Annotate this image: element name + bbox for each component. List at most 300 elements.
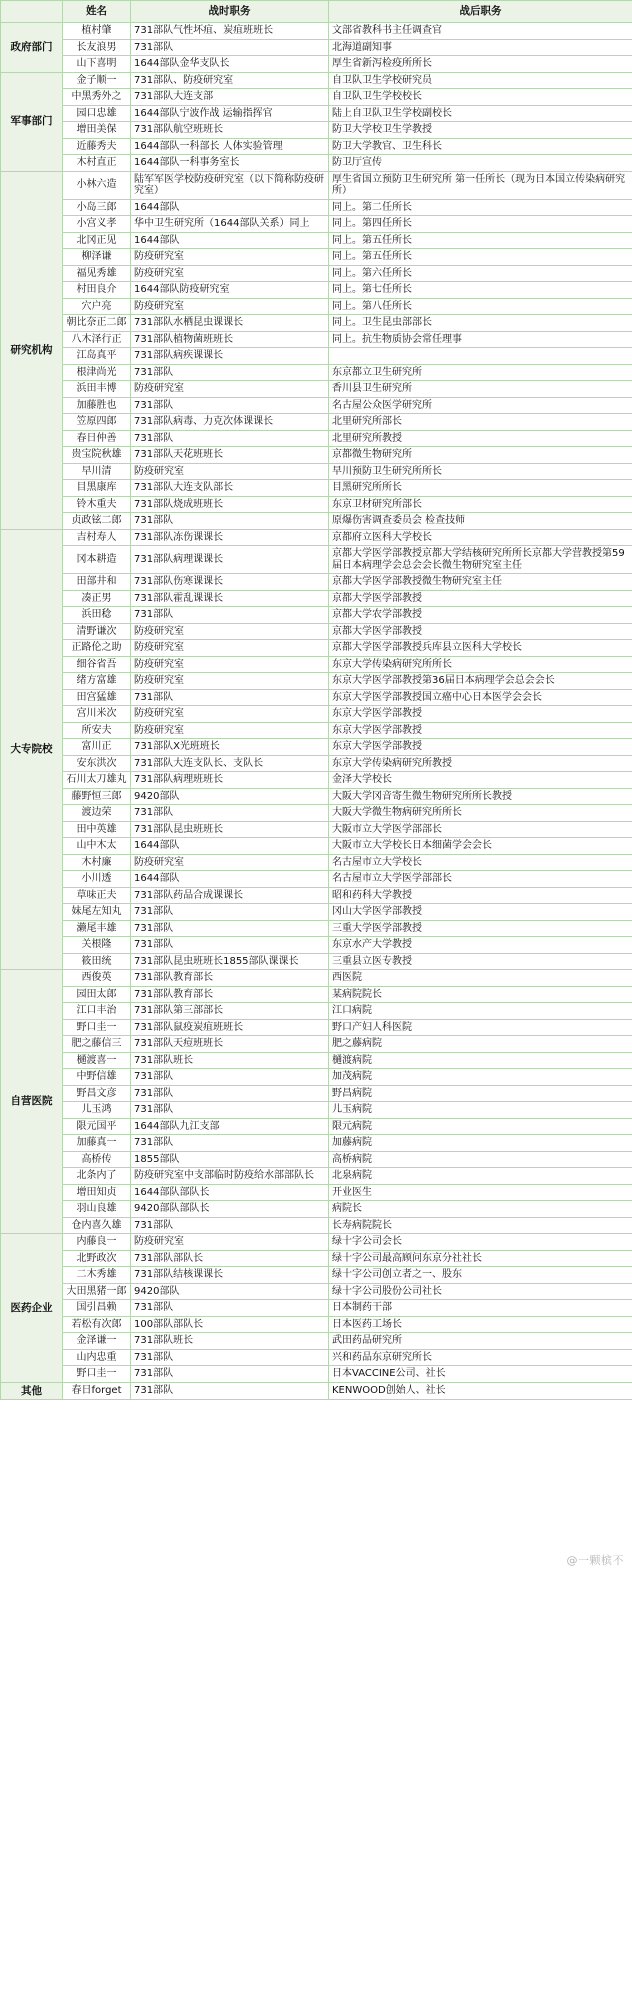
cell-name: 春日forget (63, 1382, 131, 1399)
category-cell: 医药企业 (1, 1234, 63, 1383)
table-row (1, 937, 632, 954)
table-row (1, 574, 632, 591)
table-row (1, 739, 632, 756)
cell-name: 妹尾左知丸 (63, 904, 131, 921)
cell-wartime-post: 9420部队 (131, 788, 329, 805)
cell-name: 北野政次 (63, 1250, 131, 1267)
cell-name: 限元国平 (63, 1118, 131, 1135)
cell-postwar-post: 同上。第四任所长 (329, 216, 632, 233)
cell-name: 木村廉 (63, 854, 131, 871)
cell-postwar-post: 东京大学医学部教授第36届日本病理学会总会会长 (329, 673, 632, 690)
table-row (1, 1102, 632, 1119)
table-row (1, 138, 632, 155)
category-cell: 政府部门 (1, 23, 63, 73)
cell-wartime-post: 1855部队 (131, 1151, 329, 1168)
cell-postwar-post: 京都大学农学部教授 (329, 607, 632, 624)
cell-wartime-post: 731部队 (131, 397, 329, 414)
table-row (1, 249, 632, 266)
table-row (1, 381, 632, 398)
cell-name: 绪方富雄 (63, 673, 131, 690)
cell-name: 福见秀雄 (63, 265, 131, 282)
cell-wartime-post: 731部队病理班班长 (131, 772, 329, 789)
table-row (1, 513, 632, 530)
cell-wartime-post: 731部队病理课课长 (131, 546, 329, 574)
cell-wartime-post: 防疫研究室 (131, 623, 329, 640)
cell-wartime-post: 防疫研究室 (131, 673, 329, 690)
cell-postwar-post: 早川预防卫生研究所所长 (329, 463, 632, 480)
table-row (1, 463, 632, 480)
cell-wartime-post: 防疫研究室 (131, 463, 329, 480)
cell-wartime-post: 731部队 (131, 920, 329, 937)
cell-postwar-post: 兴和药品东京研究所长 (329, 1349, 632, 1366)
cell-postwar-post: 京都大学医学部教授 (329, 623, 632, 640)
table-row (1, 1019, 632, 1036)
category-cell: 军事部门 (1, 72, 63, 171)
cell-name: 细谷省吾 (63, 656, 131, 673)
cell-wartime-post: 731部队天痘班班长 (131, 1036, 329, 1053)
cell-wartime-post: 1644部队金华支队长 (131, 56, 329, 73)
table-row (1, 1168, 632, 1185)
cell-postwar-post: 京都大学医学部教授 (329, 590, 632, 607)
cell-postwar-post: KENWOOD创始人、社长 (329, 1382, 632, 1399)
cell-name: 穴户亮 (63, 298, 131, 315)
cell-wartime-post: 100部队部队长 (131, 1316, 329, 1333)
cell-name: 安东洪次 (63, 755, 131, 772)
cell-postwar-post: 日本VACCINE公司、社长 (329, 1366, 632, 1383)
cell-wartime-post: 731部队X光班班长 (131, 739, 329, 756)
table-row (1, 529, 632, 546)
cell-wartime-post: 1644部队 (131, 199, 329, 216)
table-row (1, 331, 632, 348)
cell-name: 藤野恒三郎 (63, 788, 131, 805)
cell-name: 中野信雄 (63, 1069, 131, 1086)
cell-name: 小岛三郎 (63, 199, 131, 216)
cell-name: 野口圭一 (63, 1019, 131, 1036)
table-row (1, 689, 632, 706)
cell-name: 二木秀雄 (63, 1267, 131, 1284)
cell-name: 野昌文彦 (63, 1085, 131, 1102)
cell-wartime-post: 731部队结核课课长 (131, 1267, 329, 1284)
cell-postwar-post: 加藤病院 (329, 1135, 632, 1152)
cell-name: 近藤秀夫 (63, 138, 131, 155)
table-row (1, 986, 632, 1003)
cell-name: 加藤胜也 (63, 397, 131, 414)
table-row (1, 1118, 632, 1135)
table-row (1, 232, 632, 249)
table-row (1, 216, 632, 233)
cell-postwar-post: 东京大学传染病研究所教授 (329, 755, 632, 772)
cell-wartime-post: 731部队 (131, 430, 329, 447)
cell-postwar-post: 限元病院 (329, 1118, 632, 1135)
table-row (1, 1085, 632, 1102)
cell-postwar-post: 樋渡病院 (329, 1052, 632, 1069)
cell-postwar-post: 东京大学医学部教授国立癌中心日本医学会会长 (329, 689, 632, 706)
cell-name: 田宫猛雄 (63, 689, 131, 706)
table-row (1, 1003, 632, 1020)
category-cell: 其他 (1, 1382, 63, 1399)
cell-postwar-post: 防卫大学教官、卫生科长 (329, 138, 632, 155)
cell-postwar-post: 东京大学医学部教授 (329, 706, 632, 723)
table-row (1, 23, 632, 40)
cell-postwar-post: 同上。第八任所长 (329, 298, 632, 315)
cell-postwar-post: 高桥病院 (329, 1151, 632, 1168)
cell-wartime-post: 731部队教育部长 (131, 970, 329, 987)
cell-postwar-post: 绿十字公司最高顾问东京分社社长 (329, 1250, 632, 1267)
cell-name: 富川正 (63, 739, 131, 756)
cell-wartime-post: 731部队昆虫班班长 (131, 821, 329, 838)
cell-name: 目黑康库 (63, 480, 131, 497)
cell-name: 贵宝院秋雄 (63, 447, 131, 464)
table-row (1, 1217, 632, 1234)
cell-wartime-post: 731部队 (131, 607, 329, 624)
cell-wartime-post: 731部队班长 (131, 1052, 329, 1069)
table-row (1, 1201, 632, 1218)
cell-wartime-post: 防疫研究室 (131, 381, 329, 398)
table-row (1, 805, 632, 822)
cell-postwar-post: 加茂病院 (329, 1069, 632, 1086)
cell-wartime-post: 731部队 (131, 1217, 329, 1234)
table-row (1, 623, 632, 640)
cell-wartime-post: 华中卫生研究所（1644部队关系）同上 (131, 216, 329, 233)
cell-wartime-post: 1644部队防疫研究室 (131, 282, 329, 299)
cell-name: 江口丰治 (63, 1003, 131, 1020)
table-row (1, 348, 632, 365)
cell-postwar-post: 大阪市立大学医学部部长 (329, 821, 632, 838)
table-row (1, 904, 632, 921)
cell-postwar-post: 野昌病院 (329, 1085, 632, 1102)
cell-wartime-post: 731部队 (131, 937, 329, 954)
table-row (1, 1135, 632, 1152)
table-row (1, 155, 632, 172)
cell-wartime-post: 1644部队 (131, 871, 329, 888)
table-row (1, 1300, 632, 1317)
cell-postwar-post: 名古屋公众医学研究所 (329, 397, 632, 414)
table-row (1, 788, 632, 805)
cell-wartime-post: 防疫研究室 (131, 656, 329, 673)
table-row (1, 1267, 632, 1284)
cell-name: 肥之藤信三 (63, 1036, 131, 1053)
cell-name: 吉村寿人 (63, 529, 131, 546)
table-row (1, 56, 632, 73)
cell-wartime-post: 防疫研究室 (131, 640, 329, 657)
cell-wartime-post: 731部队班长 (131, 1333, 329, 1350)
table-row (1, 854, 632, 871)
table-row (1, 772, 632, 789)
cell-wartime-post: 陆军军医学校防疫研究室（以下简称防疫研究室） (131, 171, 329, 199)
cell-wartime-post: 9420部队部队长 (131, 1201, 329, 1218)
cell-wartime-post: 731部队 (131, 1349, 329, 1366)
cell-name: 园田太郎 (63, 986, 131, 1003)
table-row (1, 706, 632, 723)
cell-name: 冈本耕造 (63, 546, 131, 574)
cell-postwar-post: 绿十字公司股份公司社长 (329, 1283, 632, 1300)
cell-name: 所安夫 (63, 722, 131, 739)
cell-wartime-post: 731部队病疾课课长 (131, 348, 329, 365)
column-header-postwar-post: 战后职务 (329, 1, 632, 23)
cell-postwar-post: 京都府立医科大学校长 (329, 529, 632, 546)
cell-postwar-post: 同上。卫生昆虫部部长 (329, 315, 632, 332)
cell-wartime-post: 731部队大连支队部长 (131, 480, 329, 497)
cell-name: 筱田统 (63, 953, 131, 970)
cell-postwar-post: 东京大学医学部教授 (329, 722, 632, 739)
cell-name: 樋渡喜一 (63, 1052, 131, 1069)
cell-postwar-post: 防卫厅宣传 (329, 155, 632, 172)
cell-postwar-post: 自卫队卫生学校研究员 (329, 72, 632, 89)
cell-name: 山内忠重 (63, 1349, 131, 1366)
cell-postwar-post: 京都大学医学部教授微生物研究室主任 (329, 574, 632, 591)
cell-wartime-post: 1644部队 (131, 838, 329, 855)
cell-name: 木村直正 (63, 155, 131, 172)
cell-wartime-post: 731部队 (131, 805, 329, 822)
cell-wartime-post: 731部队 (131, 364, 329, 381)
cell-wartime-post: 防疫研究室 (131, 298, 329, 315)
table-row (1, 1333, 632, 1350)
cell-name: 山中木太 (63, 838, 131, 855)
cell-name: 田部井和 (63, 574, 131, 591)
cell-postwar-post: 同上。第七任所长 (329, 282, 632, 299)
table-row (1, 315, 632, 332)
cell-wartime-post: 731部队 (131, 1102, 329, 1119)
cell-postwar-post: 三重大学医学部教授 (329, 920, 632, 937)
cell-wartime-post: 731部队 (131, 513, 329, 530)
table-row (1, 755, 632, 772)
table-row (1, 1283, 632, 1300)
cell-postwar-post: 北里研究所部长 (329, 414, 632, 431)
cell-wartime-post: 防疫研究室 (131, 722, 329, 739)
cell-name: 山下喜明 (63, 56, 131, 73)
column-header-name: 姓名 (63, 1, 131, 23)
cell-wartime-post: 731部队 (131, 689, 329, 706)
cell-name: 田中英雄 (63, 821, 131, 838)
table-row (1, 821, 632, 838)
cell-name: 根津尚光 (63, 364, 131, 381)
cell-wartime-post: 防疫研究室中支部临时防疫给水部部队长 (131, 1168, 329, 1185)
cell-wartime-post: 731部队航空班班长 (131, 122, 329, 139)
cell-postwar-post: 儿玉病院 (329, 1102, 632, 1119)
cell-name: 仓内喜久雄 (63, 1217, 131, 1234)
cell-name: 石川太刀雄丸 (63, 772, 131, 789)
cell-name: 羽山良雄 (63, 1201, 131, 1218)
table-row (1, 1184, 632, 1201)
cell-postwar-post: 大阪大学微生物病研究所所长 (329, 805, 632, 822)
cell-wartime-post: 1644部队部队长 (131, 1184, 329, 1201)
cell-postwar-post: 同上。第五任所长 (329, 232, 632, 249)
cell-postwar-post: 北海道副知事 (329, 39, 632, 56)
table-row (1, 447, 632, 464)
cell-wartime-post: 731部队 (131, 1069, 329, 1086)
table-row (1, 970, 632, 987)
cell-name: 增田知贞 (63, 1184, 131, 1201)
table-row (1, 265, 632, 282)
cell-postwar-post: 武田药品研究所 (329, 1333, 632, 1350)
cell-wartime-post: 731部队水栖昆虫课课长 (131, 315, 329, 332)
cell-postwar-post: 东京大学传染病研究所所长 (329, 656, 632, 673)
cell-name: 长友浪男 (63, 39, 131, 56)
cell-wartime-post: 731部队 (131, 1085, 329, 1102)
cell-postwar-post: 香川县卫生研究所 (329, 381, 632, 398)
cell-name: 渡边荣 (63, 805, 131, 822)
cell-name: 春日仲善 (63, 430, 131, 447)
cell-name: 儿玉鸿 (63, 1102, 131, 1119)
cell-postwar-post: 病院长 (329, 1201, 632, 1218)
table-row (1, 1382, 632, 1399)
table-row (1, 39, 632, 56)
cell-postwar-post: 某病院院长 (329, 986, 632, 1003)
table-row (1, 656, 632, 673)
cell-name: 濑尾丰雄 (63, 920, 131, 937)
cell-wartime-post: 731部队 (131, 39, 329, 56)
cell-name: 加藤真一 (63, 1135, 131, 1152)
cell-wartime-post: 731部队霍乱课课长 (131, 590, 329, 607)
cell-postwar-post: 防卫大学校卫生学教授 (329, 122, 632, 139)
category-cell: 自营医院 (1, 970, 63, 1234)
table-row (1, 722, 632, 739)
cell-postwar-post: 开业医生 (329, 1184, 632, 1201)
table-row (1, 496, 632, 513)
cell-name: 柳泽谦 (63, 249, 131, 266)
cell-wartime-post: 731部队药品合成课课长 (131, 887, 329, 904)
cell-wartime-post: 1644部队九江支部 (131, 1118, 329, 1135)
cell-postwar-post: 长寿病院院长 (329, 1217, 632, 1234)
table-row (1, 838, 632, 855)
table-row (1, 364, 632, 381)
cell-postwar-post: 厚生省国立预防卫生研究所 第一任所长（现为日本国立传染病研究所） (329, 171, 632, 199)
cell-wartime-post: 防疫研究室 (131, 249, 329, 266)
table-row (1, 122, 632, 139)
cell-postwar-post: 西医院 (329, 970, 632, 987)
cell-wartime-post: 731部队伤寒课课长 (131, 574, 329, 591)
cell-name: 笠原四郎 (63, 414, 131, 431)
cell-name: 高桥传 (63, 1151, 131, 1168)
watermark-text: @一颗槟不 (566, 1554, 624, 1567)
cell-postwar-post: 京都大学医学部教授京都大学结核研究所所长京都大学营教授第59届日本病理学会总会会长微生物研究室主任 (329, 546, 632, 574)
cell-name: 内藤良一 (63, 1234, 131, 1251)
cell-wartime-post: 1644部队 (131, 232, 329, 249)
table-row (1, 1069, 632, 1086)
cell-name: 北条内了 (63, 1168, 131, 1185)
cell-wartime-post: 731部队天花班班长 (131, 447, 329, 464)
cell-wartime-post: 731部队教育部长 (131, 986, 329, 1003)
cell-postwar-post: 自卫队卫生学校校长 (329, 89, 632, 106)
table-row (1, 607, 632, 624)
table-row (1, 430, 632, 447)
table-row (1, 298, 632, 315)
cell-postwar-post: 大阪大学冈音寄生微生物研究所所长教授 (329, 788, 632, 805)
cell-postwar-post: 名古屋市立大学医学部部长 (329, 871, 632, 888)
cell-name: 若松有次郎 (63, 1316, 131, 1333)
cell-wartime-post: 防疫研究室 (131, 706, 329, 723)
table-row (1, 1234, 632, 1251)
cell-wartime-post: 731部队气性坏疽、炭疽班班长 (131, 23, 329, 40)
cell-wartime-post: 1644部队一科部长 人体实验管理 (131, 138, 329, 155)
cell-postwar-post: 原爆伤害调查委员会 检查技师 (329, 513, 632, 530)
table-row (1, 546, 632, 574)
cell-name: 浜田稔 (63, 607, 131, 624)
cell-wartime-post: 731部队大连支部 (131, 89, 329, 106)
table-row (1, 1151, 632, 1168)
cell-postwar-post: 野口产妇人科医院 (329, 1019, 632, 1036)
cell-name: 小宫义孝 (63, 216, 131, 233)
table-header (1, 1, 632, 23)
cell-wartime-post: 731部队病毒、力克次体课课长 (131, 414, 329, 431)
cell-postwar-post: 目黑研究所所长 (329, 480, 632, 497)
cell-name: 国引昌赖 (63, 1300, 131, 1317)
cell-wartime-post: 731部队昆虫班班长1855部队课课长 (131, 953, 329, 970)
cell-postwar-post: 肥之藤病院 (329, 1036, 632, 1053)
cell-name: 大田黑猪一郎 (63, 1283, 131, 1300)
cell-wartime-post: 731部队冻伤课课长 (131, 529, 329, 546)
cell-name: 八木泽行正 (63, 331, 131, 348)
cell-postwar-post: 京都微生物研究所 (329, 447, 632, 464)
cell-wartime-post: 731部队烧成班班长 (131, 496, 329, 513)
table-row (1, 1250, 632, 1267)
cell-postwar-post: 绿十字公司创立者之一、股东 (329, 1267, 632, 1284)
cell-name: 园口忠雄 (63, 105, 131, 122)
cell-name: 小川透 (63, 871, 131, 888)
table-row (1, 1366, 632, 1383)
table-row (1, 171, 632, 199)
column-header-wartime-post: 战时职务 (131, 1, 329, 23)
cell-postwar-post: 同上。第二任所长 (329, 199, 632, 216)
cell-postwar-post: 日本医药工场长 (329, 1316, 632, 1333)
cell-postwar-post: 日本制药干部 (329, 1300, 632, 1317)
cell-wartime-post: 731部队鼠疫炭疽班班长 (131, 1019, 329, 1036)
cell-postwar-post: 东京水产大学教授 (329, 937, 632, 954)
column-header-category (1, 1, 63, 23)
cell-name: 草味正夫 (63, 887, 131, 904)
table-row (1, 871, 632, 888)
cell-wartime-post: 防疫研究室 (131, 1234, 329, 1251)
cell-postwar-post: 京都大学医学部教授兵库县立医科大学校长 (329, 640, 632, 657)
cell-wartime-post: 731部队部队长 (131, 1250, 329, 1267)
cell-wartime-post: 731部队第三部部长 (131, 1003, 329, 1020)
cell-wartime-post: 731部队 (131, 1366, 329, 1383)
cell-postwar-post: 绿十字公司会长 (329, 1234, 632, 1251)
cell-wartime-post: 731部队植物菌班班长 (131, 331, 329, 348)
cell-name: 浜田丰博 (63, 381, 131, 398)
cell-wartime-post: 防疫研究室 (131, 265, 329, 282)
cell-name: 江岛真平 (63, 348, 131, 365)
table-row (1, 1052, 632, 1069)
cell-postwar-post: 三重县立医专教授 (329, 953, 632, 970)
cell-wartime-post: 731部队大连支队长、支队长 (131, 755, 329, 772)
cell-name: 北冈正见 (63, 232, 131, 249)
cell-name: 关根隆 (63, 937, 131, 954)
cell-postwar-post: 文部省教科书主任调查官 (329, 23, 632, 40)
cell-postwar-post: 厚生省新泻检疫所所长 (329, 56, 632, 73)
category-cell: 大专院校 (1, 529, 63, 970)
cell-wartime-post: 731部队 (131, 1382, 329, 1399)
table-row (1, 887, 632, 904)
table-row (1, 480, 632, 497)
cell-wartime-post: 731部队 (131, 1300, 329, 1317)
cell-postwar-post: 北泉病院 (329, 1168, 632, 1185)
cell-postwar-post: 同上。第六任所长 (329, 265, 632, 282)
table-body (1, 23, 632, 1400)
cell-name: 植村肇 (63, 23, 131, 40)
cell-postwar-post: 东京都立卫生研究所 (329, 364, 632, 381)
cell-name: 清野谦次 (63, 623, 131, 640)
cell-name: 正路伦之助 (63, 640, 131, 657)
cell-name: 早川清 (63, 463, 131, 480)
category-cell: 研究机构 (1, 171, 63, 529)
table-row (1, 590, 632, 607)
cell-postwar-post: 名古屋市立大学校长 (329, 854, 632, 871)
table-row (1, 72, 632, 89)
table-row (1, 1036, 632, 1053)
table-header-row (1, 1, 632, 23)
table-row (1, 1349, 632, 1366)
